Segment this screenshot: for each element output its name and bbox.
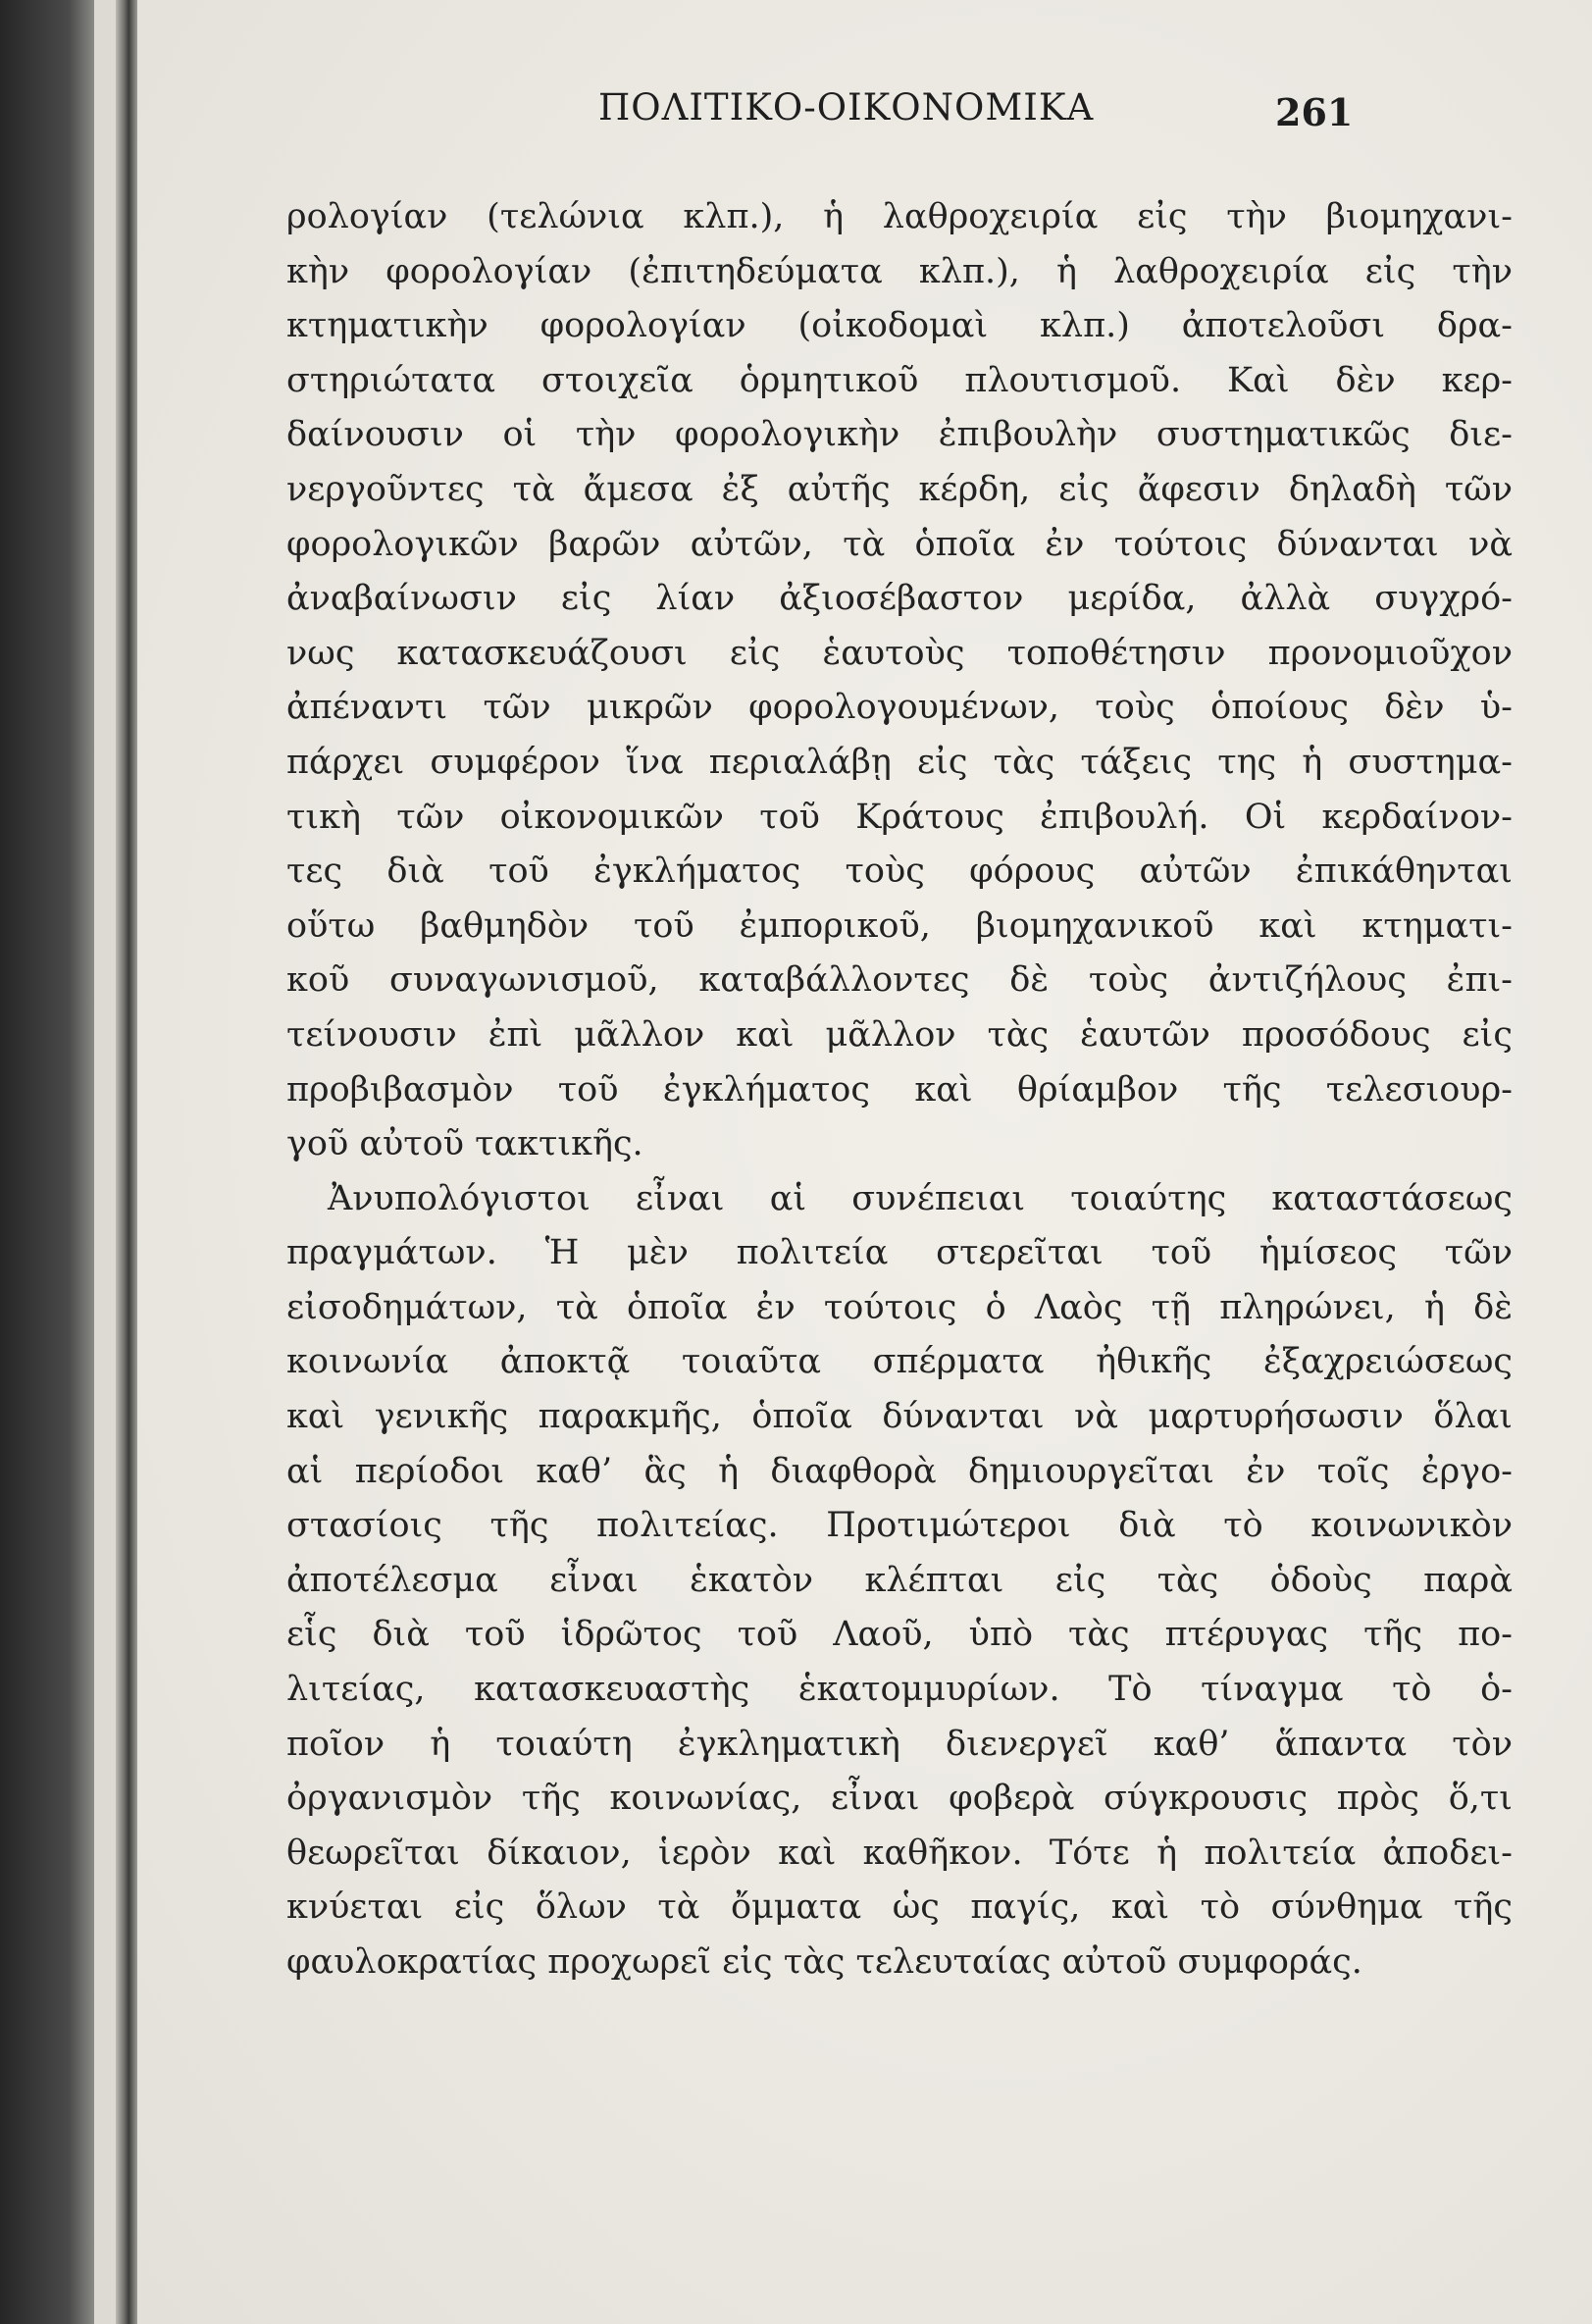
text-line: εἷς διὰ τοῦ ἱδρῶτος τοῦ Λαοῦ, ὑπὸ τὰς πτέρυγας τῆς πο-	[286, 1615, 1513, 1655]
book-spine-shadow	[0, 0, 94, 2324]
text-line: ἀπέναντι τῶν μικρῶν φορολογουμένων, τοὺς ὁποίους δὲν ὑ-	[286, 688, 1513, 728]
text-line: στηριώτατα στοιχεῖα ὁρμητικοῦ πλουτισμοῦ. Καὶ δὲν κερ-	[286, 360, 1513, 400]
book-page	[137, 0, 1592, 2324]
text-line: πάρχει συμφέρον ἵνα περιαλάβῃ εἰς τὰς τάξεις της ἡ συστημα-	[286, 742, 1513, 782]
body-text	[286, 190, 1513, 1990]
text-line: τείνουσιν ἐπὶ μᾶλλον καὶ μᾶλλον τὰς ἑαυτῶν προσόδους εἰς	[286, 1014, 1513, 1055]
page-gutter	[116, 0, 137, 2324]
text-line: νως κατασκευάζουσι εἰς ἑαυτοὺς τοποθέτησιν προνομιοῦχον	[286, 633, 1513, 673]
text-line: αἱ περίοδοι καθ’ ἃς ἡ διαφθορὰ δημιουργεῖται ἐν τοῖς ἐργο-	[286, 1451, 1513, 1491]
text-line: οὕτω βαθμηδὸν τοῦ ἐμπορικοῦ, βιομηχανικοῦ καὶ κτηματι-	[286, 905, 1513, 946]
text-line: κὴν φορολογίαν (ἐπιτηδεύματα κλπ.), ἡ λαθροχειρία εἰς τὴν	[286, 251, 1513, 291]
text-line: φορολογικῶν βαρῶν αὐτῶν, τὰ ὁποῖα ἐν τούτοις δύνανται νὰ	[286, 524, 1513, 564]
text-line: δαίνουσιν οἱ τὴν φορολογικὴν ἐπιβουλὴν συστηματικῶς διε-	[286, 415, 1513, 455]
text-line: κοινωνία ἀποκτᾷ τοιαῦτα σπέρματα ἠθικῆς ἐξαχρειώσεως	[286, 1342, 1513, 1382]
text-line: ποῖον ἡ τοιαύτη ἐγκληματικὴ διενεργεῖ καθ’ ἅπαντα τὸν	[286, 1724, 1513, 1764]
text-line: τικὴ τῶν οἰκονομικῶν τοῦ Κράτους ἐπιβουλή. Οἱ κερδαίνον-	[286, 797, 1513, 837]
text-line: κοῦ συναγωνισμοῦ, καταβάλλοντες δὲ τοὺς ἀντιζήλους ἐπι-	[286, 960, 1513, 1001]
text-line: εἰσοδημάτων, τὰ ὁποῖα ἐν τούτοις ὁ Λαὸς τῇ πληρώνει, ἡ δὲ	[286, 1287, 1513, 1327]
paragraph-first-line: Ἀνυπολόγιστοι εἶναι αἱ συνέπειαι τοιαύτης καταστάσεως	[328, 1178, 1513, 1218]
text-line: πραγμάτων. Ἡ μὲν πολιτεία στερεῖται τοῦ ἡμίσεος τῶν	[286, 1233, 1513, 1273]
text-line: ἀποτέλεσμα εἶναι ἑκατὸν κλέπται εἰς τὰς ὁδοὺς παρὰ	[286, 1560, 1513, 1600]
running-title: ΠΟΛΙΤΙΚΟ-ΟΙΚΟΝΟΜΙΚΑ	[598, 86, 1095, 129]
text-line: ἀναβαίνωσιν εἰς λίαν ἀξιοσέβαστον μερίδα, ἀλλὰ συγχρό-	[286, 579, 1513, 619]
page-number: 261	[1275, 90, 1354, 134]
text-line: ρολογίαν (τελώνια κλπ.), ἡ λαθροχειρία εἰς τὴν βιομηχανι-	[286, 197, 1513, 236]
text-line: προβιβασμὸν τοῦ ἐγκλήματος καὶ θρίαμβον τῆς τελεσιουρ-	[286, 1069, 1513, 1110]
text-line: τες διὰ τοῦ ἐγκλήματος τοὺς φόρους αὐτῶν ἐπικάθηνται	[286, 852, 1513, 892]
paragraph-last-line: γοῦ αὐτοῦ τακτικῆς.	[286, 1124, 643, 1164]
text-line: στασίοις τῆς πολιτείας. Προτιμώτεροι διὰ τὸ κοινωνικὸν	[286, 1506, 1513, 1546]
text-line: νεργοῦντες τὰ ἄμεσα ἐξ αὐτῆς κέρδη, εἰς ἄφεσιν δηλαδὴ τῶν	[286, 469, 1513, 509]
running-header	[137, 86, 1592, 145]
paragraph-last-line: φαυλοκρατίας προχωρεῖ εἰς τὰς τελευταίας αὐτοῦ συμφοράς.	[286, 1942, 1362, 1982]
text-line: θεωρεῖται δίκαιον, ἱερὸν καὶ καθῆκον. Τότε ἡ πολιτεία ἀποδει-	[286, 1833, 1513, 1873]
text-line: κνύεται εἰς ὅλων τὰ ὄμματα ὡς παγίς, καὶ τὸ σύνθημα τῆς	[286, 1887, 1513, 1928]
text-line: ὀργανισμὸν τῆς κοινωνίας, εἶναι φοβερὰ σύγκρουσις πρὸς ὅ,τι	[286, 1779, 1513, 1819]
text-line: κτηματικὴν φορολογίαν (οἰκοδομαὶ κλπ.) ἀποτελοῦσι δρα-	[286, 306, 1513, 346]
text-line: καὶ γενικῆς παρακμῆς, ὁποῖα δύνανται νὰ μαρτυρήσωσιν ὅλαι	[286, 1397, 1513, 1437]
text-line: λιτείας, κατασκευαστὴς ἑκατομμυρίων. Τὸ τίναγμα τὸ ὁ-	[286, 1670, 1513, 1710]
